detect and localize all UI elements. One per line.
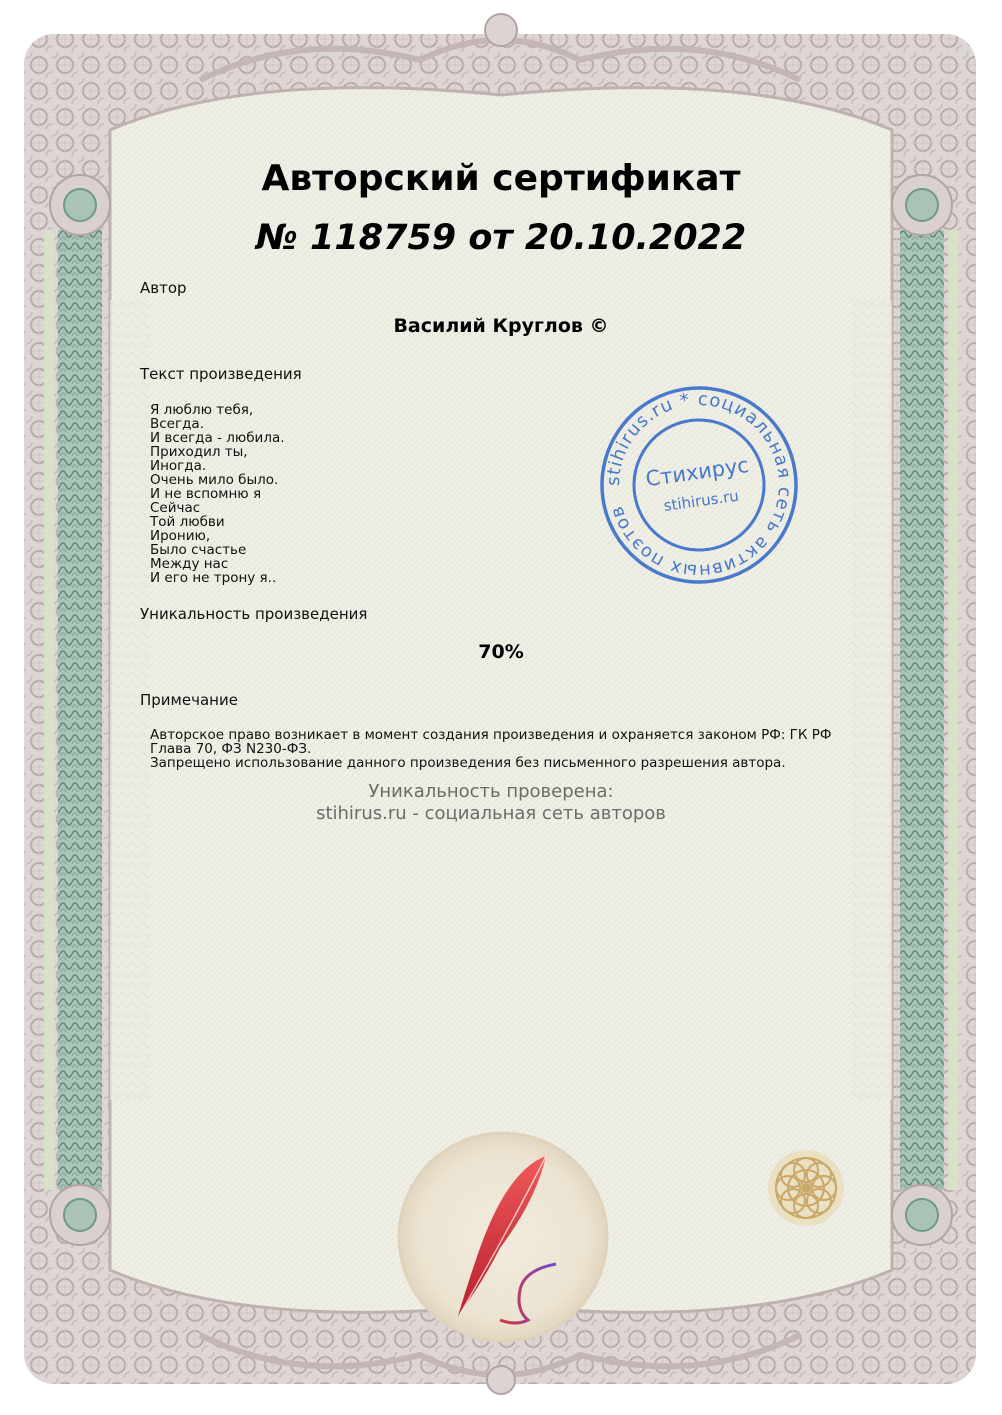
note-copyright: Авторское право возникает в момент создания произведения и охраняется законом РФ: ГК РФ Глава 70, ФЗ N230-ФЗ. <box>150 727 832 757</box>
poem-line: И всегда - любила. <box>150 430 285 446</box>
poem-line: Всегда. <box>150 416 204 432</box>
author-name: Василий Круглов © <box>393 315 609 337</box>
quill-seal-icon <box>396 1130 610 1344</box>
rosette-icon <box>766 1148 846 1228</box>
poem-line: Я люблю тебя, <box>150 402 254 418</box>
stamp-icon <box>598 384 800 586</box>
poem-line: Той любви <box>150 514 225 530</box>
poem-line: Было счастье <box>150 542 247 558</box>
poem-line: Иронию, <box>150 528 211 544</box>
stamp-center-url: stihirus.ru <box>662 486 740 516</box>
verification-text <box>0 781 982 825</box>
poem-line: И его не трону я.. <box>150 570 277 586</box>
work-text-label: Текст произведения <box>140 365 302 383</box>
stamp-ring-text: stihirus.ru * социальная сеть активных поэтов <box>602 388 796 582</box>
verification-site: stihirus.ru - социальная сеть авторов <box>316 803 666 824</box>
poem-line: Иногда. <box>150 458 207 474</box>
verification-line: Уникальность проверена: <box>368 781 614 802</box>
poem-line: Между нас <box>150 556 229 572</box>
poem-line: Очень мило было. <box>150 472 279 488</box>
svg-text:stihirus.ru * социальная сеть <box>598 384 800 586</box>
poem-line: И не вспомню я <box>150 486 262 502</box>
stamp-center-title: Стихирус <box>644 453 751 492</box>
uniqueness-value: 70% <box>478 641 524 663</box>
note-prohibition: Запрещено использование данного произведения без письменного разрешения автора. <box>150 755 786 771</box>
author-label: Автор <box>140 279 187 297</box>
note-text <box>150 728 850 770</box>
certificate-number: № 118759 от 20.10.2022 <box>255 218 747 258</box>
certificate-title: Авторский сертификат <box>261 158 741 199</box>
poem-text <box>150 403 285 585</box>
uniqueness-label: Уникальность произведения <box>140 605 368 623</box>
poem-line: Приходил ты, <box>150 444 248 460</box>
poem-line: Сейчас <box>150 500 201 516</box>
note-label: Примечание <box>140 691 238 709</box>
